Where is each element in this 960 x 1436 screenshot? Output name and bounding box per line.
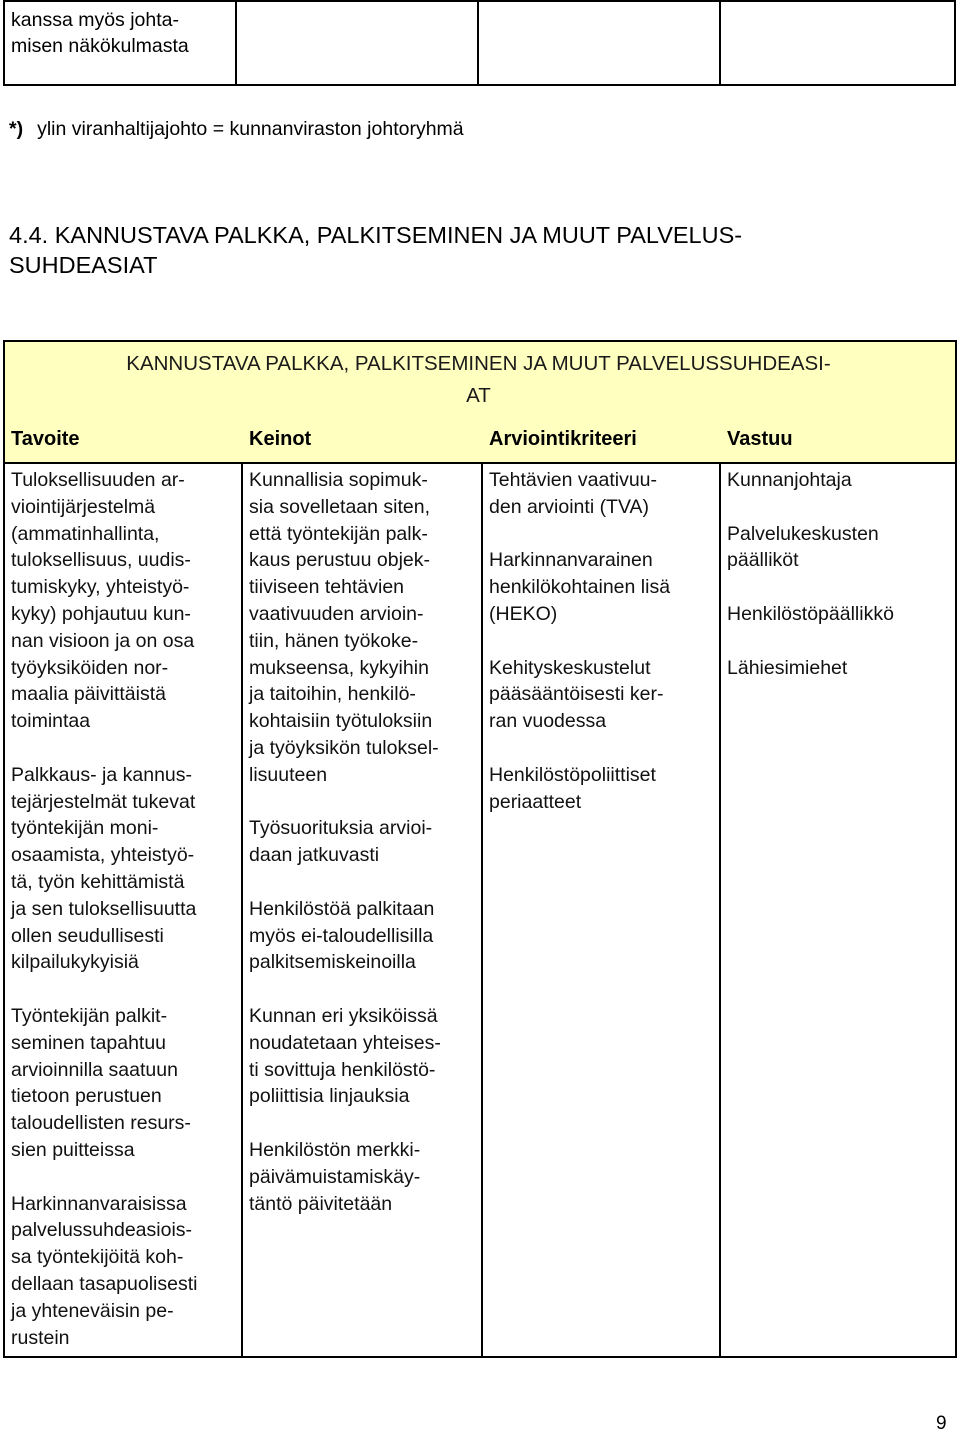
vastuu-item: Henkilöstöpäällikkö: [727, 602, 894, 625]
continuation-text: kanssa myös johta- misen näkökulmasta: [11, 9, 189, 57]
vastuu-item: Palvelukeskusten päälliköt: [727, 522, 879, 572]
tavoite-item: Palkkaus- ja kannus- tejärjestelmät tukevat työntekijän moni- osaamista, yhteistyö- tä, työn kehittämistä ja sen tuloksellisuutta ollen seudullisesti kilpailukykyisiä: [11, 763, 197, 974]
compensation-table: [3, 340, 957, 1358]
arviointikriteeri-item: Harkinnanvarainen henkilökohtainen lisä (HEKO): [489, 549, 671, 625]
header-tavoite: Tavoite: [11, 428, 80, 450]
arviointikriteeri-item: Tehtävien vaativuu- den arviointi (TVA): [489, 469, 658, 518]
keinot-item: Kunnan eri yksiköissä noudatetaan yhteises- ti sovittuja henkilöstö- poliittisia linjauksia: [249, 1004, 441, 1108]
keinot-item: Henkilöstöä palkitaan myös ei-taloudellisilla palkitsemiskeinoilla: [249, 897, 435, 974]
arviointikriteeri-item: Henkilöstöpoliittiset periaatteet: [489, 763, 656, 813]
column-divider: [719, 462, 721, 1356]
table-banner: [5, 342, 955, 464]
keinot-item: Henkilöstön merkki- päivämuistamiskäy- täntö päivitetään: [249, 1138, 421, 1215]
continuation-cell-2: [236, 1, 478, 85]
column-vastuu: [727, 467, 951, 708]
page-number: 9: [936, 1413, 947, 1434]
keinot-item: Kunnallisia sopimuk- sia sovelletaan siten, että työntekijän palk- kaus perustuu objek- tiiviseen tehtävien vaativuuden arvioin- tiin, hänen työkoke- mukseensa, kykyihin ja taitoihin, henkilö- kohtaisiin työtuloksiin ja työyksikön tuloksel- lisuuteen: [249, 469, 439, 786]
column-tavoite: [11, 467, 239, 1378]
footnote-text: ylin viranhaltijajohto = kunnanviraston johtoryhmä: [37, 118, 464, 140]
column-keinot: [249, 467, 479, 1244]
continuation-cell-1: [4, 1, 236, 85]
column-divider: [481, 462, 483, 1356]
header-arviointikriteeri: Arviointikriteeri: [489, 428, 637, 450]
vastuu-item: Lähiesimiehet: [727, 656, 848, 679]
continuation-cell-4: [720, 1, 955, 85]
column-divider: [241, 462, 243, 1356]
tavoite-item: Harkinnanvaraisissa palvelussuhdeasiois- sa työntekijöitä koh- dellaan tasapuolisesti ja yhteneväisin pe- rustein: [11, 1192, 198, 1349]
continuation-table: [3, 0, 956, 86]
tavoite-item: Työntekijän palkit- seminen tapahtuu arvioinnilla saatuun tietoon perustuen taloudellisten resurs- sien puitteissa: [11, 1004, 191, 1161]
header-keinot: Keinot: [249, 428, 312, 450]
column-arviointikriteeri: [489, 467, 717, 842]
footnote-mark: *): [9, 118, 24, 140]
continuation-cell-3: [478, 1, 720, 85]
arviointikriteeri-item: Kehityskeskustelut pääsääntöisesti ker- ran vuodessa: [489, 656, 664, 733]
footnote: [9, 116, 464, 142]
keinot-item: Työsuorituksia arvioi- daan jatkuvasti: [249, 817, 433, 867]
header-vastuu: Vastuu: [727, 428, 793, 450]
tavoite-item: Tuloksellisuuden ar- viointijärjestelmä (ammatinhallinta, tuloksellisuus, uudis- tumiskyky, yhteistyö- kyky) pohjautuu kun- nan visioon ja on osa työyksiköiden nor- maalia päivittäistä toimintaa: [11, 469, 195, 733]
section-heading: 4.4. KANNUSTAVA PALKKA, PALKITSEMINEN JA MUUT PALVELUS- SUHDEASIAT: [9, 222, 743, 278]
table-title: KANNUSTAVA PALKKA, PALKITSEMINEN JA MUUT PALVELUSSUHDEASI- AT: [126, 352, 831, 407]
vastuu-item: Kunnanjohtaja: [727, 469, 852, 491]
